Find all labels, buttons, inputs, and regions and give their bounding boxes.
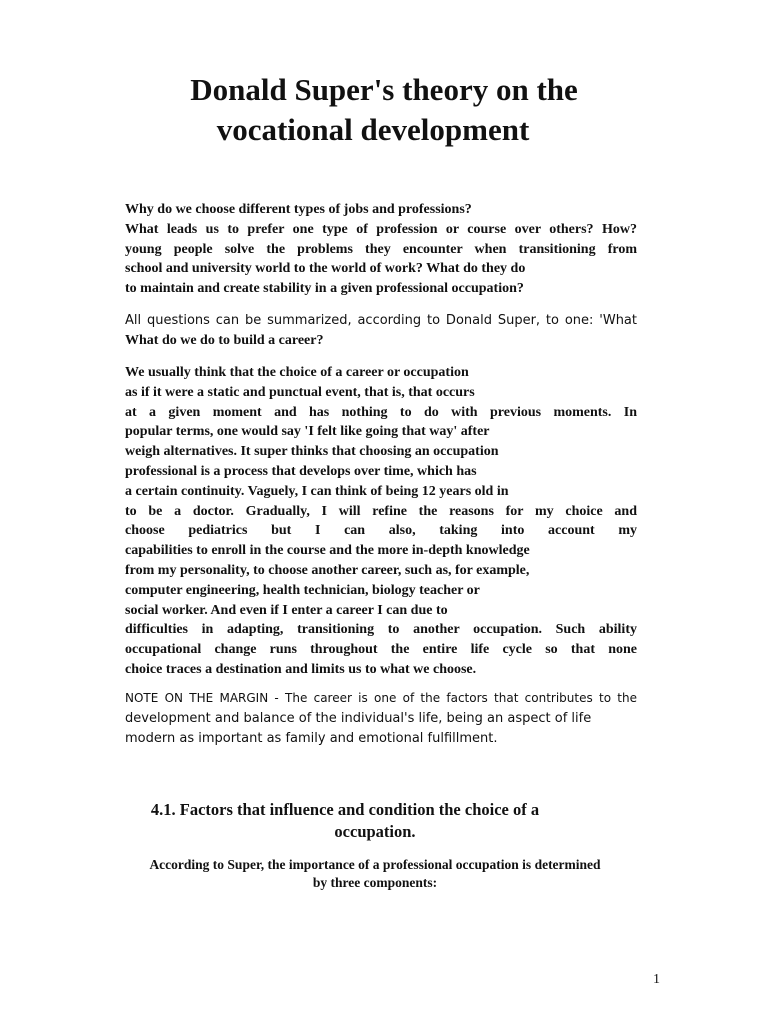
body-line: occupational change runs throughout the entire life cycle so that none xyxy=(125,642,637,658)
intro-questions xyxy=(125,200,637,299)
note-line: NOTE ON THE MARGIN - The career is one of the factors that contributes to the xyxy=(125,691,637,705)
document-title xyxy=(0,70,768,150)
section-heading xyxy=(130,799,620,843)
summary-line-2: What do we do to build a career? xyxy=(125,332,324,348)
body-line: to be a doctor. Gradually, I will refine the reasons for my choice and xyxy=(125,503,637,519)
title-line-1: Donald Super's theory on the xyxy=(190,72,578,107)
intro-line: young people solve the problems they encounter when transitioning from xyxy=(125,241,637,257)
intro-line: Why do we choose different types of jobs and professions? xyxy=(125,202,472,217)
body-line: computer engineering, health technician, biology teacher or xyxy=(125,582,480,598)
body-line: We usually think that the choice of a career or occupation xyxy=(125,365,469,380)
body-line: at a given moment and has nothing to do with previous moments. In xyxy=(125,404,637,420)
margin-note xyxy=(125,688,637,750)
section-intro-line-1: According to Super, the importance of a professional occupation is determined xyxy=(149,857,601,872)
summary-paragraph xyxy=(125,311,637,351)
section-intro-line-2: by three components: xyxy=(312,875,438,890)
intro-line: What leads us to prefer one type of profession or course over others? How? xyxy=(125,221,637,237)
body-line: professional is a process that develops over time, which has xyxy=(125,463,477,479)
page-number: 1 xyxy=(653,972,660,987)
body-line: popular terms, one would say 'I felt like going that way' after xyxy=(125,424,490,440)
note-line: modern as important as family and emotional fulfillment. xyxy=(125,731,498,746)
body-line: weigh alternatives. It super thinks that choosing an occupation xyxy=(125,444,499,460)
summary-line-1: All questions can be summarized, according to Donald Super, to one: 'What xyxy=(125,313,637,328)
body-paragraph xyxy=(125,363,637,680)
body-line: capabilities to enroll in the course and the more in-depth knowledge xyxy=(125,543,530,559)
title-line-2: vocational development xyxy=(216,112,530,147)
section-intro xyxy=(118,856,632,892)
body-line: choice traces a destination and limits us to what we choose. xyxy=(125,661,477,677)
section-heading-line-2: occupation. xyxy=(334,822,416,841)
body-line: choose pediatrics but I can also, taking into account my xyxy=(125,523,637,539)
body-line: a certain continuity. Vaguely, I can think of being 12 years old in xyxy=(125,483,509,499)
body-line: as if it were a static and punctual event, that is, that occurs xyxy=(125,384,475,400)
body-line: difficulties in adapting, transitioning to another occupation. Such ability xyxy=(125,622,637,638)
note-line: development and balance of the individual's life, being an aspect of life xyxy=(125,710,592,726)
body-line: social worker. And even if I enter a career I can due to xyxy=(125,602,448,618)
section-heading-line-1: 4.1. Factors that influence and condition the choice of a xyxy=(150,800,540,819)
intro-line: school and university world to the world of work? What do they do xyxy=(125,261,526,277)
intro-line: to maintain and create stability in a given professional occupation? xyxy=(125,281,524,297)
body-line: from my personality, to choose another career, such as, for example, xyxy=(125,562,530,578)
